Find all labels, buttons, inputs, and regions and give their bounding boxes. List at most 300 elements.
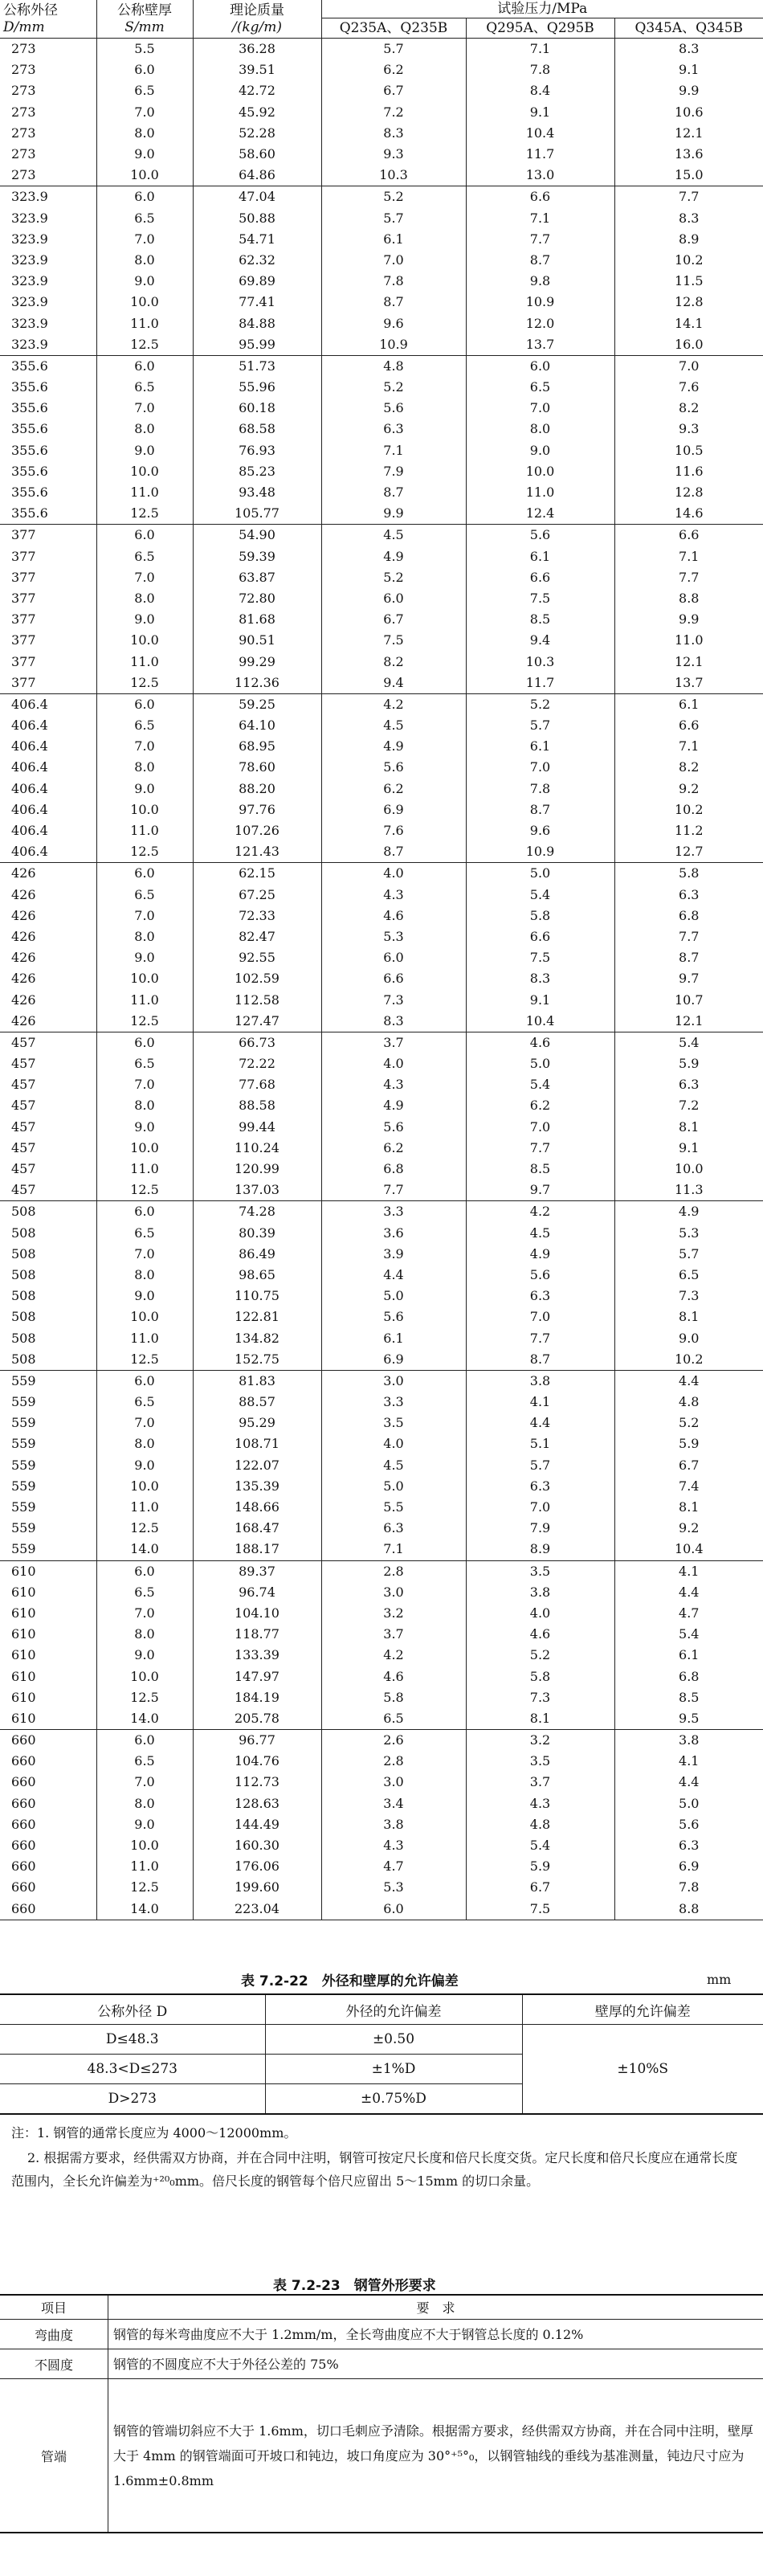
- cell-mass: 77.68: [193, 1074, 321, 1095]
- cell-q235: 4.9: [321, 1095, 466, 1116]
- cell-q295: 5.8: [466, 1666, 614, 1687]
- cell-q235: 8.7: [321, 482, 466, 503]
- cell-q235: 5.6: [321, 1117, 466, 1138]
- cell-q345: 12.1: [614, 1011, 763, 1032]
- table-row: [0, 885, 763, 906]
- cell-mass: 188.17: [193, 1539, 321, 1560]
- tol-od-range: D>273: [108, 2091, 157, 2107]
- cell-mass: 42.72: [193, 80, 321, 101]
- cell-mass: 120.99: [193, 1159, 321, 1180]
- table-row: [0, 144, 763, 165]
- cell-mass: 199.60: [193, 1877, 321, 1898]
- cell-wall: 9.0: [96, 144, 193, 165]
- table-row: [0, 1793, 763, 1814]
- cell-q295: 5.6: [466, 1265, 614, 1286]
- table-row: [0, 1201, 763, 1223]
- cell-q295: 4.5: [466, 1223, 614, 1244]
- cell-mass: 97.76: [193, 799, 321, 820]
- cell-mass: 99.44: [193, 1117, 321, 1138]
- cell-od: 457: [11, 1056, 36, 1072]
- shape-header-req: 要 求: [108, 2295, 763, 2320]
- cell-wall: 12.5: [96, 1180, 193, 1201]
- cell-mass: 74.28: [193, 1201, 321, 1223]
- cell-od: 660: [11, 1816, 36, 1832]
- cell-mass: 54.90: [193, 525, 321, 546]
- cell-wall: 9.0: [96, 1286, 193, 1306]
- cell-mass: 205.78: [193, 1708, 321, 1730]
- cell-od: 426: [11, 907, 36, 923]
- cell-q235: 8.7: [321, 841, 466, 863]
- cell-q235: 6.7: [321, 609, 466, 630]
- cell-mass: 64.10: [193, 715, 321, 736]
- table-row: [0, 1138, 763, 1159]
- cell-q235: 3.4: [321, 1793, 466, 1814]
- shape-requirement: 钢管的不圆度应不大于外径公差的 75%: [108, 2349, 763, 2379]
- cell-q295: 7.1: [466, 208, 614, 229]
- cell-q295: 7.0: [466, 398, 614, 419]
- cell-wall: 6.0: [96, 1201, 193, 1223]
- cell-wall: 6.5: [96, 715, 193, 736]
- cell-q345: 6.6: [614, 525, 763, 546]
- table-row: [0, 1053, 763, 1074]
- cell-q235: 4.8: [321, 355, 466, 377]
- cell-q235: 5.3: [321, 926, 466, 947]
- cell-wall: 8.0: [96, 250, 193, 271]
- cell-q295: 4.0: [466, 1603, 614, 1624]
- table-row: [0, 1687, 763, 1708]
- cell-q235: 5.3: [321, 1877, 466, 1898]
- table-row: [0, 1032, 763, 1053]
- table-row: [0, 102, 763, 123]
- cell-wall: 7.0: [96, 736, 193, 757]
- cell-q295: 6.6: [466, 567, 614, 588]
- cell-q345: 10.2: [614, 799, 763, 820]
- shape-header-item: 项目: [0, 2295, 108, 2320]
- cell-wall: 7.0: [96, 1244, 193, 1265]
- table-row: [0, 609, 763, 630]
- cell-q235: 6.0: [321, 588, 466, 609]
- cell-q235: 6.0: [321, 947, 466, 968]
- cell-mass: 62.32: [193, 250, 321, 271]
- cell-q295: 3.5: [466, 1751, 614, 1772]
- cell-mass: 184.19: [193, 1687, 321, 1708]
- cell-q295: 4.4: [466, 1413, 614, 1433]
- cell-q345: 13.7: [614, 673, 763, 694]
- table-row: [0, 1539, 763, 1560]
- cell-wall: 7.0: [96, 1413, 193, 1433]
- table-row: [0, 1814, 763, 1835]
- cell-q295: 6.5: [466, 377, 614, 398]
- cell-od: 426: [11, 886, 36, 902]
- cell-wall: 8.0: [96, 1624, 193, 1645]
- cell-q235: 4.2: [321, 1645, 466, 1666]
- table-row: [0, 736, 763, 757]
- cell-wall: 9.0: [96, 1645, 193, 1666]
- cell-q295: 10.4: [466, 1011, 614, 1032]
- table-row: [0, 779, 763, 799]
- cell-wall: 11.0: [96, 1856, 193, 1877]
- cell-mass: 112.36: [193, 673, 321, 694]
- table-row: [0, 186, 763, 208]
- cell-q345: 7.4: [614, 1476, 763, 1497]
- cell-mass: 59.39: [193, 546, 321, 567]
- table-row: [0, 1327, 763, 1348]
- cell-wall: 12.5: [96, 1011, 193, 1032]
- cell-q345: 11.6: [614, 461, 763, 482]
- cell-od: 559: [11, 1436, 36, 1452]
- cell-od: 377: [0, 673, 96, 694]
- cell-q235: 6.8: [321, 1159, 466, 1180]
- cell-q235: 7.0: [321, 250, 466, 271]
- cell-od: 377: [11, 632, 36, 648]
- cell-q345: 6.1: [614, 693, 763, 715]
- cell-od: 323.9: [11, 315, 48, 331]
- cell-wall: 8.0: [96, 1793, 193, 1814]
- cell-wall: 9.0: [96, 1455, 193, 1476]
- cell-wall: 11.0: [96, 651, 193, 672]
- cell-wall: 8.0: [96, 1265, 193, 1286]
- cell-mass: 133.39: [193, 1645, 321, 1666]
- cell-q345: 5.4: [614, 1624, 763, 1645]
- table-row: [0, 80, 763, 101]
- cell-od: 355.6: [11, 485, 48, 501]
- table-row: [0, 1877, 763, 1898]
- table-row: [0, 863, 763, 885]
- cell-mass: 77.41: [193, 292, 321, 313]
- cell-q235: 5.6: [321, 1306, 466, 1327]
- tol-header-od: 公称外径 D: [0, 1994, 265, 2025]
- cell-q235: 4.3: [321, 1074, 466, 1095]
- cell-mass: 45.92: [193, 102, 321, 123]
- cell-mass: 128.63: [193, 1793, 321, 1814]
- cell-q345: 8.1: [614, 1497, 763, 1518]
- cell-od: 508: [11, 1266, 36, 1282]
- cell-q345: 11.2: [614, 820, 763, 841]
- cell-mass: 122.07: [193, 1455, 321, 1476]
- cell-wall: 12.5: [96, 334, 193, 356]
- cell-q235: 3.3: [321, 1392, 466, 1413]
- pressure-table-body: [0, 39, 763, 1920]
- cell-od: 426: [11, 928, 36, 944]
- cell-mass: 104.76: [193, 1751, 321, 1772]
- cell-q345: 4.9: [614, 1201, 763, 1223]
- cell-mass: 168.47: [193, 1518, 321, 1539]
- cell-q295: 10.9: [466, 292, 614, 313]
- cell-mass: 67.25: [193, 885, 321, 906]
- cell-q235: 3.2: [321, 1603, 466, 1624]
- cell-q295: 5.2: [466, 1645, 614, 1666]
- cell-q235: 3.0: [321, 1370, 466, 1392]
- col-wall-header: 公称壁厚 S/mm: [96, 0, 193, 39]
- cell-wall: 10.0: [96, 292, 193, 313]
- cell-wall: 14.0: [96, 1539, 193, 1560]
- tol-od-range: D≤48.3: [0, 2025, 265, 2055]
- cell-q345: 5.0: [614, 1793, 763, 1814]
- table-row: [0, 1772, 763, 1793]
- table-row: [0, 947, 763, 968]
- table-row: [0, 1392, 763, 1413]
- cell-q295: 13.7: [466, 334, 614, 356]
- table-row: [0, 715, 763, 736]
- cell-mass: 88.20: [193, 779, 321, 799]
- cell-od: 426: [0, 1011, 96, 1032]
- cell-od: 457: [0, 1180, 96, 1201]
- table-row: [0, 1582, 763, 1603]
- cell-q345: 7.1: [614, 546, 763, 567]
- cell-q295: 4.8: [466, 1814, 614, 1835]
- cell-q235: 3.5: [321, 1413, 466, 1433]
- cell-q235: 6.9: [321, 1349, 466, 1371]
- cell-q235: 4.4: [321, 1265, 466, 1286]
- cell-q235: 6.0: [321, 1899, 466, 1920]
- cell-od: 406.4: [11, 738, 48, 754]
- cell-q295: 7.1: [466, 39, 614, 60]
- cell-mass: 105.77: [193, 503, 321, 525]
- table-22-caption: 表 7.2-22 外径和壁厚的允许偏差: [241, 1973, 459, 1989]
- cell-wall: 6.0: [96, 1370, 193, 1392]
- cell-q295: 11.7: [466, 144, 614, 165]
- cell-q345: 6.3: [614, 1074, 763, 1095]
- cell-od: 355.6: [11, 421, 48, 437]
- cell-mass: 69.89: [193, 271, 321, 292]
- cell-wall: 8.0: [96, 588, 193, 609]
- cell-od: 377: [11, 653, 36, 669]
- cell-q295: 6.7: [466, 1877, 614, 1898]
- cell-mass: 88.57: [193, 1392, 321, 1413]
- cell-q295: 9.1: [466, 102, 614, 123]
- cell-od: 377: [11, 611, 36, 628]
- table-row: [0, 208, 763, 229]
- cell-wall: 8.0: [96, 926, 193, 947]
- table-row: [0, 1455, 763, 1476]
- cell-q295: 4.3: [466, 1793, 614, 1814]
- cell-wall: 7.0: [96, 567, 193, 588]
- table-row: [0, 1751, 763, 1772]
- cell-mass: 108.71: [193, 1433, 321, 1454]
- cell-q295: 5.7: [466, 1455, 614, 1476]
- cell-mass: 78.60: [193, 757, 321, 778]
- cell-q345: 12.8: [614, 482, 763, 503]
- cell-wall: 8.0: [96, 123, 193, 144]
- cell-q235: 5.2: [321, 186, 466, 208]
- table-row: [0, 1159, 763, 1180]
- cell-q235: 7.1: [321, 1539, 466, 1560]
- cell-q345: 5.7: [614, 1244, 763, 1265]
- cell-q345: 7.0: [614, 355, 763, 377]
- cell-q345: 6.7: [614, 1455, 763, 1476]
- cell-mass: 72.22: [193, 1053, 321, 1074]
- table-row: [0, 1011, 763, 1032]
- cell-q345: 4.4: [614, 1370, 763, 1392]
- cell-q295: 7.3: [466, 1687, 614, 1708]
- cell-mass: 66.73: [193, 1032, 321, 1053]
- cell-wall: 6.0: [96, 355, 193, 377]
- table-row: [0, 1223, 763, 1244]
- cell-q345: 8.5: [614, 1687, 763, 1708]
- cell-q345: 7.1: [614, 736, 763, 757]
- cell-od: 406.4: [11, 696, 48, 712]
- table-row: [0, 482, 763, 503]
- cell-q295: 9.6: [466, 820, 614, 841]
- cell-wall: 6.5: [96, 208, 193, 229]
- cell-wall: 6.0: [96, 863, 193, 885]
- cell-q345: 7.7: [614, 567, 763, 588]
- tol-od-range: 48.3<D≤273: [0, 2055, 265, 2084]
- cell-q235: 3.8: [321, 1814, 466, 1835]
- cell-q235: 9.3: [321, 144, 466, 165]
- cell-q345: 6.5: [614, 1265, 763, 1286]
- cell-q235: 7.5: [321, 630, 466, 651]
- cell-q295: 7.5: [466, 1899, 614, 1920]
- shape-item: 不圆度: [0, 2349, 108, 2379]
- cell-q345: 6.6: [614, 715, 763, 736]
- cell-q235: 6.3: [321, 1518, 466, 1539]
- cell-od: 273: [11, 62, 36, 78]
- table-row: [0, 968, 763, 989]
- cell-od: 610: [0, 1708, 96, 1730]
- cell-mass: 63.87: [193, 567, 321, 588]
- cell-q345: 5.9: [614, 1433, 763, 1454]
- cell-mass: 60.18: [193, 398, 321, 419]
- table-row: [0, 1265, 763, 1286]
- cell-wall: 10.0: [96, 1666, 193, 1687]
- cell-od: 457: [11, 1161, 36, 1177]
- cell-q345: 11.3: [614, 1180, 763, 1201]
- table-row: [0, 1349, 763, 1371]
- cell-mass: 135.39: [193, 1476, 321, 1497]
- cell-q235: 7.7: [321, 1180, 466, 1201]
- cell-wall: 7.0: [96, 229, 193, 250]
- cell-od: 660: [11, 1879, 36, 1895]
- cell-wall: 9.0: [96, 947, 193, 968]
- note-2: 2. 根据需方要求，经供需双方协商，并在合同中注明，钢管可按定尺长度和倍尺长度交货。定尺长度和倍尺长度应在通常长度范围内，全长允许偏差为⁺²⁰₀mm。倍尺长度的钢管每个倍尺应留出 5～15mm 的切口余量。: [11, 2150, 738, 2189]
- cell-wall: 9.0: [96, 1117, 193, 1138]
- cell-mass: 62.15: [193, 863, 321, 885]
- cell-wall: 9.0: [96, 609, 193, 630]
- cell-wall: 5.5: [96, 39, 193, 60]
- cell-mass: 64.86: [193, 165, 321, 186]
- cell-q235: 6.6: [321, 968, 466, 989]
- cell-q295: 6.1: [466, 546, 614, 567]
- table-row: [0, 1095, 763, 1116]
- table-row: [0, 588, 763, 609]
- table-row: [0, 757, 763, 778]
- cell-q235: 7.2: [321, 102, 466, 123]
- cell-wall: 10.0: [96, 1306, 193, 1327]
- cell-wall: 6.0: [96, 59, 193, 80]
- table-row: [0, 1835, 763, 1856]
- cell-q295: 5.0: [466, 1053, 614, 1074]
- table-row: [0, 1433, 763, 1454]
- cell-wall: 11.0: [96, 1327, 193, 1348]
- cell-wall: 6.0: [96, 525, 193, 546]
- cell-mass: 68.95: [193, 736, 321, 757]
- cell-q295: 6.6: [466, 926, 614, 947]
- cell-mass: 51.73: [193, 355, 321, 377]
- cell-q235: 4.5: [321, 715, 466, 736]
- table-row: [0, 1413, 763, 1433]
- tol-od-value: ±1%D: [265, 2055, 522, 2084]
- cell-q235: 4.9: [321, 736, 466, 757]
- cell-mass: 84.88: [193, 313, 321, 333]
- cell-q295: 3.2: [466, 1730, 614, 1752]
- cell-q235: 4.0: [321, 1053, 466, 1074]
- cell-q295: 7.5: [466, 588, 614, 609]
- cell-q295: 8.0: [466, 419, 614, 440]
- cell-q235: 6.1: [321, 1327, 466, 1348]
- cell-q295: 9.1: [466, 989, 614, 1010]
- cell-q235: 4.3: [321, 1835, 466, 1856]
- cell-wall: 11.0: [96, 1159, 193, 1180]
- table-row: [0, 1074, 763, 1095]
- cell-mass: 121.43: [193, 841, 321, 863]
- cell-q295: 7.9: [466, 1518, 614, 1539]
- tol-header-od-tol: 外径的允许偏差: [265, 1994, 522, 2025]
- cell-q235: 2.8: [321, 1751, 466, 1772]
- table-row: [0, 567, 763, 588]
- cell-q235: 4.5: [321, 525, 466, 546]
- table-row: [0, 1560, 763, 1582]
- cell-wall: 12.5: [96, 1877, 193, 1898]
- table-row: [0, 271, 763, 292]
- cell-od: 273: [11, 146, 36, 162]
- cell-mass: 96.77: [193, 1730, 321, 1752]
- table-row: [0, 313, 763, 333]
- cell-q345: 10.2: [614, 1349, 763, 1371]
- cell-od: 273: [0, 165, 96, 186]
- cell-q295: 5.4: [466, 1074, 614, 1095]
- cell-mass: 82.47: [193, 926, 321, 947]
- cell-od: 559: [11, 1394, 36, 1410]
- cell-q235: 8.3: [321, 1011, 466, 1032]
- cell-od: 457: [11, 1139, 36, 1155]
- cell-q345: 7.8: [614, 1877, 763, 1898]
- cell-od: 355.6: [11, 358, 48, 374]
- cell-od: 406.4: [11, 718, 48, 734]
- cell-mass: 76.93: [193, 440, 321, 461]
- cell-q295: 4.2: [466, 1201, 614, 1223]
- col-mass-header: 理论质量 /(kg/m): [193, 0, 321, 39]
- cell-od: 457: [11, 1077, 36, 1093]
- cell-q235: 8.2: [321, 651, 466, 672]
- cell-q235: 5.7: [321, 39, 466, 60]
- cell-q295: 6.3: [466, 1476, 614, 1497]
- cell-q345: 9.1: [614, 1138, 763, 1159]
- cell-q295: 3.5: [466, 1560, 614, 1582]
- cell-mass: 148.66: [193, 1497, 321, 1518]
- table-row: [0, 39, 763, 60]
- cell-od: 559: [11, 1372, 36, 1388]
- tol-header-wall-tol: 壁厚的允许偏差: [522, 1994, 763, 2025]
- cell-mass: 122.81: [193, 1306, 321, 1327]
- cell-q345: 6.8: [614, 906, 763, 926]
- cell-q345: 8.7: [614, 947, 763, 968]
- cell-wall: 9.0: [96, 440, 193, 461]
- cell-od: 660: [11, 1795, 36, 1811]
- cell-od: 406.4: [0, 841, 96, 863]
- cell-q295: 12.0: [466, 313, 614, 333]
- table-row: [0, 651, 763, 672]
- cell-wall: 7.0: [96, 398, 193, 419]
- cell-q345: 4.1: [614, 1560, 763, 1582]
- pressure-header: 试验压力/MPa: [321, 0, 763, 18]
- cell-q345: 10.2: [614, 250, 763, 271]
- cell-mass: 98.65: [193, 1265, 321, 1286]
- cell-mass: 112.58: [193, 989, 321, 1010]
- cell-q345: 7.7: [614, 186, 763, 208]
- cell-q235: 5.6: [321, 757, 466, 778]
- cell-q295: 8.7: [466, 1349, 614, 1371]
